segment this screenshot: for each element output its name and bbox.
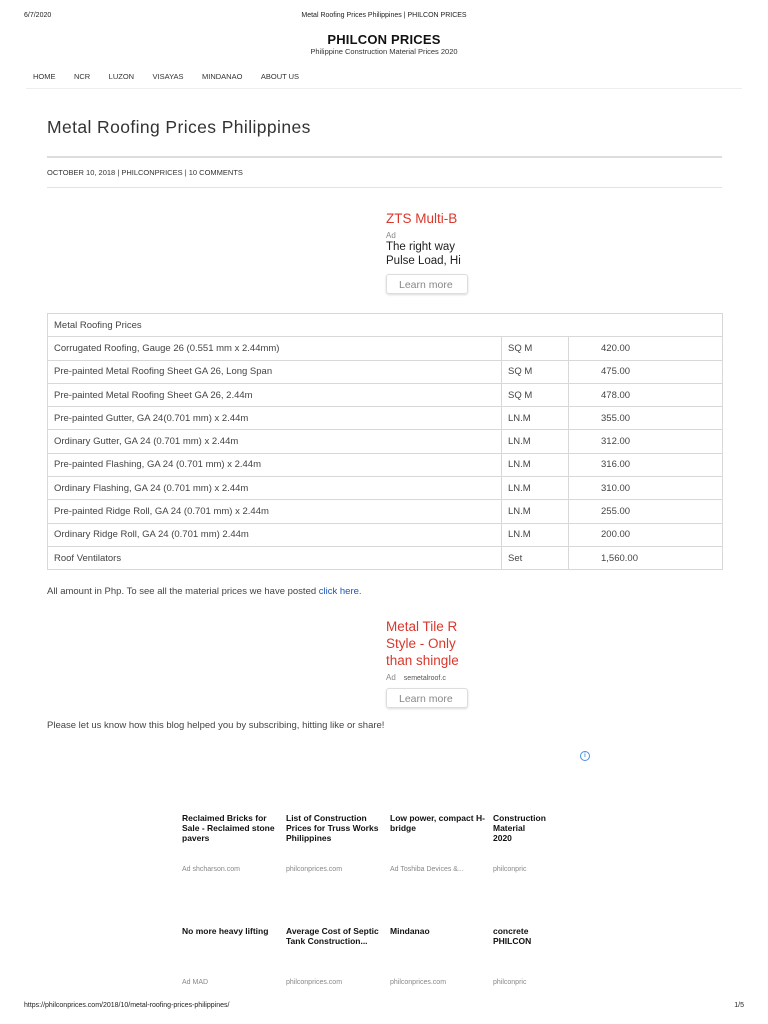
print-date: 6/7/2020 <box>24 12 52 19</box>
title-divider <box>47 156 722 158</box>
rec-source: philconprices.com <box>390 979 447 986</box>
subscribe-prompt: Please let us know how this blog helped you by subscribing, hitting like or share! <box>47 720 385 731</box>
unit-cell: SQ M <box>502 360 569 383</box>
recommendation-card[interactable] <box>182 926 278 986</box>
price-cell: 475.00 <box>569 360 723 383</box>
price-table <box>47 313 723 570</box>
ad-learn-more-button[interactable]: Learn more <box>386 688 468 708</box>
item-cell: Roof Ventilators <box>48 546 502 569</box>
price-cell: 316.00 <box>569 453 723 476</box>
recommendation-card[interactable] <box>390 813 486 873</box>
unit-cell: SQ M <box>502 337 569 360</box>
nav-mindanao[interactable]: MINDANAO <box>201 72 243 81</box>
price-cell: 420.00 <box>569 337 723 360</box>
ad-headline[interactable]: ZTS Multi-B <box>386 211 458 226</box>
nav-home[interactable]: HOME <box>33 72 56 81</box>
unit-cell: LN.M <box>502 430 569 453</box>
item-cell: Ordinary Flashing, GA 24 (0.701 mm) x 2.44m <box>48 477 502 500</box>
unit-cell: LN.M <box>502 523 569 546</box>
price-cell: 478.00 <box>569 383 723 406</box>
rec-title[interactable]: No more heavy lifting <box>182 926 269 936</box>
table-row <box>48 500 723 523</box>
ad-banner-top[interactable] <box>386 210 463 306</box>
recommendation-card[interactable] <box>493 813 546 873</box>
post-meta: OCTOBER 10, 2018 | PHILCONPRICES | 10 COMMENTS <box>47 168 243 177</box>
table-row <box>48 337 723 360</box>
site-tagline: Philippine Construction Material Prices 2020 <box>310 47 458 56</box>
nav-ncr[interactable]: NCR <box>73 72 91 81</box>
nav-visayas[interactable]: VISAYAS <box>152 72 184 81</box>
recommendation-card[interactable] <box>286 926 382 986</box>
table-row <box>48 546 723 569</box>
rec-source: philconprices.com <box>286 866 343 873</box>
ad-body-line: Pulse Load, Hi <box>386 255 461 267</box>
price-cell: 1,560.00 <box>569 546 723 569</box>
ad-label-row <box>386 673 463 682</box>
item-cell: Corrugated Roofing, Gauge 26 (0.551 mm x 2.44mm) <box>48 337 502 360</box>
unit-cell: LN.M <box>502 477 569 500</box>
item-cell: Ordinary Gutter, GA 24 (0.701 mm) x 2.44m <box>48 430 502 453</box>
nav-luzon[interactable]: LUZON <box>108 72 135 81</box>
ad-headline[interactable]: than shingle <box>386 653 459 668</box>
price-cell: 312.00 <box>569 430 723 453</box>
meta-divider <box>47 187 722 188</box>
print-url: https://philconprices.com/2018/10/metal-roofing-prices-philippines/ <box>24 1002 230 1009</box>
ad-body-line: The right way <box>386 241 456 253</box>
table-row <box>48 453 723 476</box>
unit-cell: SQ M <box>502 383 569 406</box>
all-prices-link[interactable]: click here. <box>318 586 362 597</box>
main-nav <box>26 66 742 89</box>
item-cell: Pre-painted Metal Roofing Sheet GA 26, Long Span <box>48 360 502 383</box>
print-page-number: 1/5 <box>734 1002 744 1009</box>
item-cell: Pre-painted Metal Roofing Sheet GA 26, 2.44m <box>48 383 502 406</box>
recommendation-card[interactable] <box>182 813 278 873</box>
price-cell: 355.00 <box>569 407 723 430</box>
rec-source: philconpric <box>493 866 527 873</box>
table-row <box>48 383 723 406</box>
table-row <box>48 477 723 500</box>
table-caption-row <box>48 314 723 337</box>
ad-learn-more-button[interactable]: Learn more <box>386 274 468 294</box>
table-row <box>48 407 723 430</box>
item-cell: Ordinary Ridge Roll, GA 24 (0.701 mm) 2.44m <box>48 523 502 546</box>
ad-banner-middle[interactable] <box>386 618 463 713</box>
rec-source: Ad shcharson.com <box>182 866 240 873</box>
rec-title[interactable]: Low power, compact H-bridge <box>390 813 485 833</box>
nav-about-us[interactable]: ABOUT US <box>260 72 300 81</box>
rec-source: philconprices.com <box>286 979 343 986</box>
site-title[interactable]: PHILCON PRICES <box>327 32 441 47</box>
rec-source: philconpric <box>493 979 527 986</box>
ad-headline[interactable]: Style - Only <box>386 636 456 651</box>
rec-title[interactable]: concrete PHILCON <box>493 926 532 946</box>
adchoices-icon[interactable]: i <box>580 751 590 761</box>
unit-cell: LN.M <box>502 407 569 430</box>
table-row <box>48 523 723 546</box>
rec-title[interactable]: Mindanao <box>390 926 430 936</box>
unit-cell: Set <box>502 546 569 569</box>
rec-title[interactable]: Average Cost of Septic Tank Construction... <box>286 926 379 946</box>
ad-headline[interactable]: Metal Tile R <box>386 619 458 634</box>
unit-cell: LN.M <box>502 500 569 523</box>
amount-note <box>47 586 362 597</box>
table-row <box>48 360 723 383</box>
ad-label: Ad <box>386 231 396 240</box>
table-caption: Metal Roofing Prices <box>48 314 723 337</box>
unit-cell: LN.M <box>502 453 569 476</box>
recommendation-card[interactable] <box>493 926 533 986</box>
print-header <box>24 12 744 22</box>
ad-domain: semetalroof.c <box>403 675 446 682</box>
price-cell: 255.00 <box>569 500 723 523</box>
post-title: Metal Roofing Prices Philippines <box>47 117 311 137</box>
rec-title[interactable]: Construction Material 2020 <box>493 813 546 843</box>
amount-note-text: All amount in Php. To see all the material prices we have posted <box>47 586 319 597</box>
rec-title[interactable]: Reclaimed Bricks for Sale - Reclaimed stone pavers <box>182 813 275 843</box>
item-cell: Pre-painted Flashing, GA 24 (0.701 mm) x 2.44m <box>48 453 502 476</box>
rec-source: Ad Toshiba Devices &... <box>390 866 464 873</box>
item-cell: Pre-painted Gutter, GA 24(0.701 mm) x 2.44m <box>48 407 502 430</box>
recommendation-card[interactable] <box>286 813 382 873</box>
item-cell: Pre-painted Ridge Roll, GA 24 (0.701 mm) x 2.44m <box>48 500 502 523</box>
print-doc-title: Metal Roofing Prices Philippines | PHILCON PRICES <box>301 12 467 19</box>
rec-title[interactable]: List of Construction Prices for Truss Works Philippines <box>286 813 379 843</box>
rec-source: Ad MAD <box>182 979 209 986</box>
table-row <box>48 430 723 453</box>
price-cell: 310.00 <box>569 477 723 500</box>
price-cell: 200.00 <box>569 523 723 546</box>
ad-label: Ad <box>386 673 396 682</box>
recommendation-card[interactable] <box>390 926 486 986</box>
